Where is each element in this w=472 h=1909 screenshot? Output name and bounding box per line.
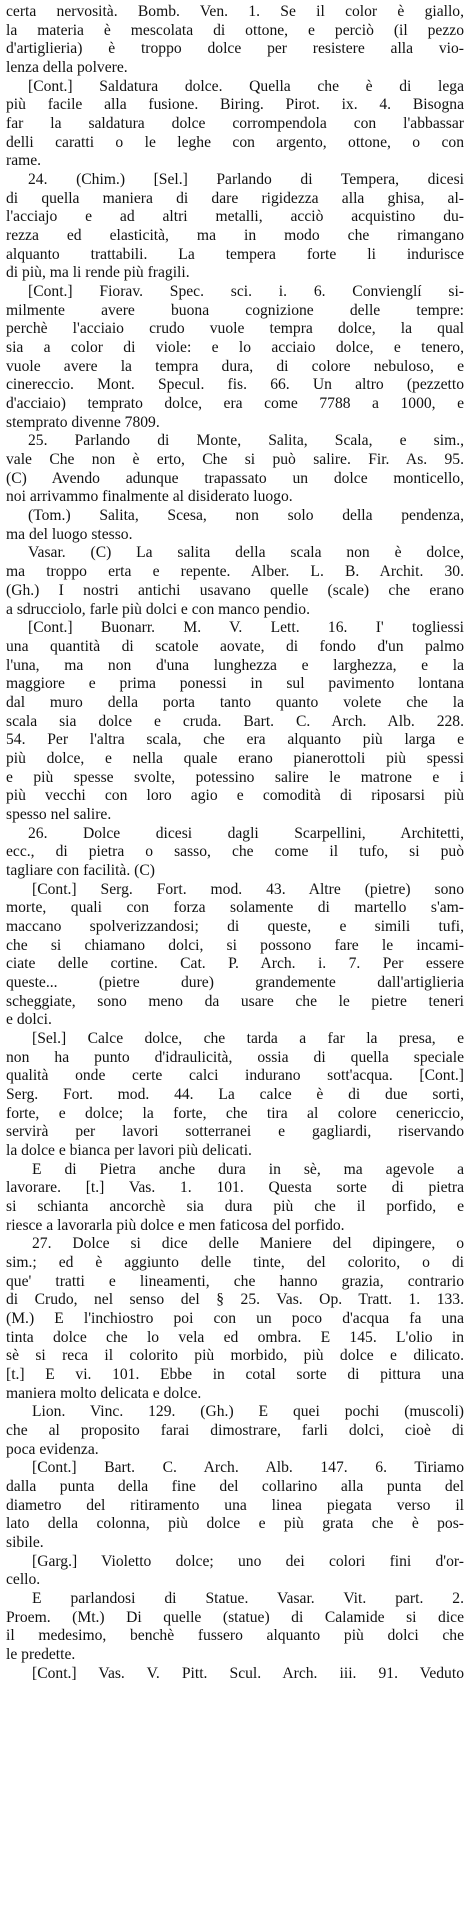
text-line: delli caratti o le leghe con argento, ottone, o con xyxy=(6,133,464,151)
text-line: lenza della polvere. xyxy=(6,59,128,77)
text-line: cinereccio. Mont. Specul. fis. 66. Un altro (pezzetto xyxy=(6,376,464,394)
text-line: di quella maniera di dare rigidezza alla ghisa, al- xyxy=(6,189,464,207)
text-line: [Cont.] Bart. C. Arch. Alb. 147. 6. Tiriamo xyxy=(32,1459,464,1477)
entry-paragraph xyxy=(6,1590,464,1665)
text-line: lavorare. [t.] Vas. 1. 101. Questa sorte di pietra xyxy=(6,1179,464,1197)
text-line: [Cont.] Buonarr. M. V. Lett. 16. I' togliessi xyxy=(28,619,464,637)
entry-paragraph xyxy=(6,1403,464,1459)
text-line: Lion. Vinc. 129. (Gh.) E quei pochi (muscoli) xyxy=(32,1403,464,1421)
text-line: milmente avere buona cognizione delle tempre: xyxy=(6,301,464,319)
text-line: (C) Avendo adunque trapassato un dolce monticello, xyxy=(6,469,464,487)
entry-paragraph xyxy=(6,3,464,78)
text-line: 25. Parlando di Monte, Salita, Scala, e sim., xyxy=(28,432,464,450)
text-line: di Crudo, nel senso del § 25. Vas. Op. Tratt. 1. 133. xyxy=(6,1291,464,1309)
text-line: più vecchi con loro agio e comodità di riposarsi più xyxy=(6,787,464,805)
entry-paragraph xyxy=(6,78,464,171)
entry-paragraph xyxy=(6,1665,464,1684)
entry-paragraph xyxy=(6,825,464,881)
text-line: spesso nel salire. xyxy=(6,805,112,823)
text-line: riesce a lavorarla più dolce e men faticosa del porfido. xyxy=(6,1216,345,1234)
text-line: e dolci. xyxy=(6,1011,52,1029)
text-line: di più, ma li rende più fragili. xyxy=(6,264,190,282)
text-line: sim.; ed è aggiunto delle tinte, del colorito, o di xyxy=(6,1254,464,1272)
text-line: vuole avere la tempra dura, di colore nebuloso, e xyxy=(6,357,464,375)
text-line: [t.] E vi. 101. Ebbe in cotal sorte di pittura una xyxy=(6,1366,464,1384)
entry-paragraph xyxy=(6,544,464,619)
entry-paragraph xyxy=(6,1161,464,1236)
text-line: scheggiate, sono meno da usare che le pietre teneri xyxy=(6,992,464,1010)
text-line: perchè l'acciaio crudo vuole tempra dolce, la qual xyxy=(6,320,464,338)
text-line: maccano spolverizzandosi; di queste, e simili tufi, xyxy=(6,917,464,935)
text-line: servirà per lavori sotterranei e gagliardi, riservando xyxy=(6,1123,464,1141)
text-line: forte, e dolce; la forte, che tira al colore cenericcio, xyxy=(6,1104,464,1122)
text-line: stemprato divenne 7809. xyxy=(6,413,160,431)
text-line: d'artiglieria) è troppo dolce per resistere alla vio- xyxy=(6,40,464,58)
text-line: che al proposito farai dimostrare, farli dolci, cioè di xyxy=(6,1422,464,1440)
text-line: certa nervosità. Bomb. Ven. 1. Se il color è giallo, xyxy=(6,3,464,20)
text-line: que' tratti e lineamenti, che hanno grazia, contrario xyxy=(6,1272,464,1290)
text-line: cello. xyxy=(6,1571,41,1589)
text-line: ecc., di pietra o sasso, che come il tufo, si può xyxy=(6,843,464,861)
text-line: queste... (pietre dure) grandemente dall'artiglieria xyxy=(6,973,464,991)
text-line: sibile. xyxy=(6,1534,44,1552)
entry-paragraph xyxy=(6,619,464,824)
text-line: ma troppo erta e repente. Alber. L. B. Archit. 30. xyxy=(6,563,464,581)
text-line: [Cont.] Vas. V. Pitt. Scul. Arch. iii. 91. Veduto xyxy=(32,1664,464,1682)
entry-paragraph xyxy=(6,881,464,1030)
entry-paragraph xyxy=(6,1459,464,1552)
text-line: [Cont.] Fiorav. Spec. sci. i. 6. Convienglí si- xyxy=(28,283,464,301)
text-line: [Cont.] Saldatura dolce. Quella che è di lega xyxy=(28,77,464,95)
text-line: d'acciaio) temprato dolce, era come 7788 a 1000, e xyxy=(6,395,464,413)
text-line: la dolce e bianca per lavori più delicati. xyxy=(6,1141,252,1159)
text-line: vale Che non è erto, Che si può salire. Fir. As. 95. xyxy=(6,451,464,469)
text-line: Vasar. (C) La salita della scala non è dolce, xyxy=(28,544,464,562)
text-line: una quantità di scatole aovate, di fondo d'un palmo xyxy=(6,637,464,655)
text-line: far la saldatura dolce corrompendola con l'abbassar xyxy=(6,115,464,133)
entry-paragraph xyxy=(6,432,464,507)
text-line: rame. xyxy=(6,152,42,170)
text-line: non ha punto d'idraulicità, ossia di quella speciale xyxy=(6,1048,464,1066)
text-line: tagliare con facilità. (C) xyxy=(6,861,155,879)
text-line: più facile alla fusione. Biring. Pirot. ix. 4. Bisogna xyxy=(6,96,464,114)
text-line: rezza ed elasticità, ma in modo che rimangano xyxy=(6,227,464,245)
entry-paragraph xyxy=(6,283,464,432)
text-line: dalla punta della fine del collarino alla punta del xyxy=(6,1478,464,1496)
text-line: maggiore e prima ponessi in sul pavimento lontana xyxy=(6,675,464,693)
entry-paragraph xyxy=(6,1030,464,1161)
text-line: (Tom.) Salita, Scesa, non solo della pendenza, xyxy=(28,507,464,525)
text-line: il medesimo, benchè fussero alquanto più dolci che xyxy=(6,1627,464,1645)
text-line: alquanto trattabili. La tempera forte li indurisce xyxy=(6,245,464,263)
entry-paragraph xyxy=(6,171,464,283)
text-line: E parlandosi di Statue. Vasar. Vit. part. 2. xyxy=(32,1590,464,1608)
text-line: [Sel.] Calce dolce, che tarda a far la presa, e xyxy=(32,1029,464,1047)
text-line: [Cont.] Serg. Fort. mod. 43. Altre (pietre) sono xyxy=(32,880,464,898)
text-line: a sdrucciolo, farle più dolci e con manco pendio. xyxy=(6,600,310,618)
text-line: lato della colonna, più dolce e più grata che è pos- xyxy=(6,1515,464,1533)
text-line: (Gh.) I nostri antichi usavano quelle (scale) che erano xyxy=(6,581,464,599)
text-line: l'una, ma non d'una lunghezza e larghezza, e la xyxy=(6,656,464,674)
text-line: ma del luogo stesso. xyxy=(6,525,133,543)
text-line: diametro del ritiramento una linea piegata verso il xyxy=(6,1496,464,1514)
text-line: sè si reca il colorito più morbido, più dolce e dilicato. xyxy=(6,1347,464,1365)
text-line: 26. Dolce dicesi dagli Scarpellini, Architetti, xyxy=(28,824,464,842)
text-line: tinta dolce che lo vela ed ombra. E 145. L'olio in xyxy=(6,1328,464,1346)
text-line: morte, quali con forza solamente di martello s'am- xyxy=(6,899,464,917)
text-line: scala sia dolce e cruda. Bart. C. Arch. Alb. 228. xyxy=(6,712,464,730)
text-line: 27. Dolce si dice delle Maniere del dipingere, o xyxy=(32,1235,464,1253)
text-line: più dolce, e nella quale erano pianerottoli più spessi xyxy=(6,749,464,767)
text-line: sia a color di viole: e lo acciaio dolce, e tenero, xyxy=(6,339,464,357)
text-line: Proem. (Mt.) Di quelle (statue) di Calamide si dice xyxy=(6,1608,464,1626)
text-line: ciate delle cortine. Cat. P. Arch. i. 7. Per essere xyxy=(6,955,464,973)
text-line: l'acciajo e ad altri metalli, acciò acquistino du- xyxy=(6,208,464,226)
text-line: Serg. Fort. mod. 44. La calce è di due sorti, xyxy=(6,1085,464,1103)
text-line: 54. Per l'altra scala, che era alquanto più larga e xyxy=(6,731,464,749)
text-line: E di Pietra anche dura in sè, ma agevole a xyxy=(32,1160,464,1178)
text-line: poca evidenza. xyxy=(6,1440,99,1458)
text-line: che si chiamano dolci, si possono fare le incami- xyxy=(6,936,464,954)
text-line: maniera molto delicata e dolce. xyxy=(6,1384,202,1402)
text-line: dal muro della porta tanto quanto volete che la xyxy=(6,693,464,711)
text-line: la materia è mescolata di ottone, e perciò (il pezzo xyxy=(6,21,464,39)
text-line: noi arrivammo finalmente al disiderato luogo. xyxy=(6,488,293,506)
text-line: qualità onde certe calci indurano sott'acqua. [Cont.] xyxy=(6,1067,464,1085)
text-line: (M.) E l'inchiostro poi con un poco d'acqua fa una xyxy=(6,1310,464,1328)
text-line: [Garg.] Violetto dolce; uno dei colori fini d'or- xyxy=(32,1552,464,1570)
entry-paragraph xyxy=(6,1235,464,1403)
text-line: le predette. xyxy=(6,1646,76,1664)
text-line: si schianta ancorchè sia dura più che il porfido, e xyxy=(6,1198,464,1215)
entry-paragraph xyxy=(6,507,464,544)
entry-paragraph xyxy=(6,1553,464,1590)
text-line: 24. (Chim.) [Sel.] Parlando di Tempera, dicesi xyxy=(28,171,464,189)
text-line: e più spesse svolte, potessino salire le matrone e i xyxy=(6,768,464,786)
